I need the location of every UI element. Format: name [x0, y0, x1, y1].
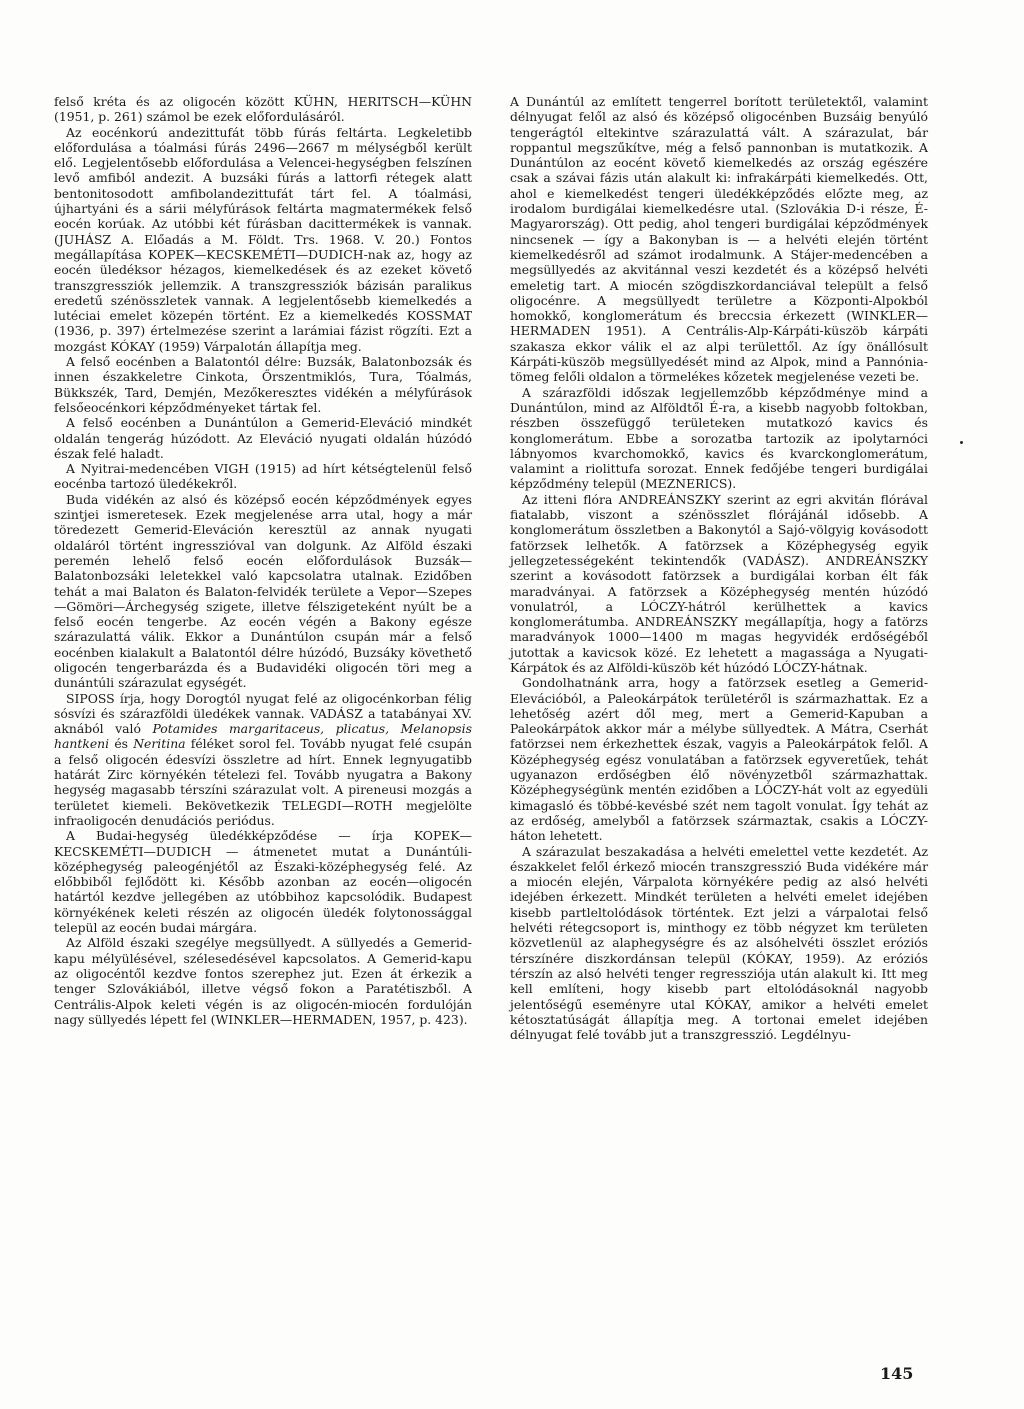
paragraph: A Budai-hegység üledékképződése — írja KOPEK—KECSKEMÉTI—DUDICH — átmenetet mutat a Dunántúli-középhegység paleogénjétől az Északi-középhegység felé. Az előbbiből fejlődött ki. Később azonban az eocén—oligocén határtól kezdve jellegében az utóbbihoz kapcsolódik. Budapest környékének keleti részén az oligocén üledék folytonossággal települ az eocén budai márgára.: [54, 828, 472, 936]
paragraph: SIPOSS írja, hogy Dorogtól nyugat felé az oligocénkorban félig sósvízi és szárazföldi üledékek vannak. VADÁSZ a tatabányai XV. aknából való Potamides margaritaceus, plicatus, Melanopsis hantkeni és Neritina féléket sorol fel. Tovább nyugat felé csupán a felső oligocén édesvízi összletre ad hírt. Ennek legnyugatibb határát Zirc környékén tételezi fel. Tovább nyugatra a Bakony hegység magasabb térszíni szárazulat volt. A pireneusi mozgás a területet kiemeli. Bekövetkezik TELEGDI—ROTH megjelölte infraoligocén denudációs periódus.: [54, 690, 472, 828]
paragraph: Az itteni flóra ANDREÁNSZKY szerint az egri akvitán flórával fiatalabb, viszont a szénösszlet flórájánál idősebb. A konglomerátum összletben a Bakonytól a Sajó-völgyig kovásodott fatörzsek lelhetők. A fatörzsek a Középhegység egyik jellegzetességeként tekintendők (VADÁSZ). ANDREÁNSZKY szerint a kovásodott fatörzsek a burdigálai korban élt fák maradványai. A fatörzsek a Középhegység mentén húzódó vonulatról, a LÓCZY-hátról kerülhettek a kavics konglomerátumba. ANDREÁNSZKY megállapítja, hogy a fatörzs maradványok 1000—1400 m magas hegyvidék erdőségéből jutottak a kavicsok közé. Ez lehetett a magassága a Nyugati-Kárpátok és az Alföldi-küszöb két húzódó LÓCZY-hátnak.: [510, 491, 928, 675]
paragraph: Gondolhatnánk arra, hogy a fatörzsek esetleg a Gemerid-Elevációból, a Paleokárpátok területéről is származhattak. Ez a lehetőség azért dől meg, mert a Gemerid-Kapuban a Paleokárpátok akkor már a mélybe süllyedtek. A Mátra, Cserhát fatörzsei nem érkezhettek észak, vagyis a Paleokárpátok felől. A Középhegység egész vonulatában a fatörzsek egyveretűek, tehát ugyanazon erdőségben élő növényzetből származhattak. Középhegységünk mentén ezidőben a LÓCZY-hát volt az egyedüli kimagasló és többé-kevésbé szét nem tagolt vonulat. Így tehát az az erdőség, amelyből a fatörzsek származtak, csakis a LÓCZY-háton lehetett.: [510, 675, 928, 844]
paragraph: A szárazföldi időszak legjellemzőbb képződménye mind a Dunántúlon, mind az Alföldtől É-ra, a kisebb nagyobb foltokban, részben összefüggő területeken mutatkozó kavics és konglomerátum. Ebbe a sorozatba tartozik az ipolytarnóci lábnyomos kvarchomokkő, kavics és kvarckonglomerátum, valamint a riolittufa sorozat. Ennek fedőjébe tengeri burdigálai képződmény települ (MEZNERICS).: [510, 384, 928, 492]
paragraph: A Dunántúl az említett tengerrel borított területektől, valamint délnyugat felől az alsó és középső oligocénben Buzsáig benyúló tengerágtól eltekintve szárazulattá vált. A szárazulat, bár roppantul megszűkítve, még a felső pannonban is mutatkozik. A Dunántúlon az eocént követő kiemelkedés az ország egészére csak a szávai fázis után alakult ki: infrakárpáti kiemelkedés. Ott, ahol e kiemelkedést tengeri üledékképződés előzte meg, az irodalom burdigálai kiemelkedésre utal. (Szlovákia D-i része, É-Magyarország). Ott pedig, ahol tengeri burdigálai képződmények nincsenek — így a Bakonyban is — a helvéti elején történt kiemelkedésről ad számot irodalmunk. A Stájer-medencében a megsüllyedés az akvitánnal veszi kezdetét és a középső helvéti emeletig tart. A miocén szögdiszkordanciával települt a felső oligocénre. A megsüllyedt területre a Központi-Alpokból homokkő, konglomerátum és breccsia érkezett (WINKLER—HERMADEN 1951). A Centrális-Alp-Kárpáti-küszöb kárpáti szakasza ekkor válik el az alpi területtől. Az így önállósult Kárpáti-küszöb megsüllyedését mind az Alpok, mind a Pannónia-tömeg felőli oldalon a törmelékes kőzetek megjelenése vezeti be.: [510, 94, 928, 385]
paragraph: A szárazulat beszakadása a helvéti emelettel vette kezdetét. Az északkelet felől érkező miocén transzgresszió Buda vidékére már a miocén elején, Várpalota környékére pedig az alsó helvéti idejében érkezett. Mindkét területen a helvéti emelet idejében kisebb partleltolódások történtek. Ezt jelzi a várpalotai felső helvéti rétegcsoport is, minthogy ez több négyzet km területen közvetlenül az alaphegységre és az alsóhelvéti összlet eróziós térszínére diszkordánsan települ (KÓKAY, 1959). Az eróziós térszín az alsó helvéti tenger regressziója után alakult ki. Itt meg kell említeni, hogy kisebb part eltolódásoknál nagyobb jelentőségű eseményre utal KÓKAY, amikor a helvéti emelet kétosztatúságát állapítja meg. A tortonai emelet idejében délnyugat felé tovább jut a transzgresszió. Legdélnyu-: [510, 843, 928, 1043]
page-number: 145: [880, 1364, 914, 1383]
paragraph: felső kréta és az oligocén között KÜHN, HERITSCH—KÜHN (1951, p. 261) számol be ezek előfordulásáról.: [54, 94, 472, 125]
left-text-column: [54, 94, 472, 1027]
paragraph: Az eocénkorú andezittufát több fúrás feltárta. Legkeletibb előfordulása a tóalmási fúrás 2496—2667 m mélységből került elő. Legjelentősebb előfordulása a Velencei-hegységben felszínen levő amfiból andezit. A buzsáki fúrás a lattorfi rétegek alatt bentonitosodott amfibolandezittufát tárt fel. A tóalmási, újhartyáni és a sárii mélyfúrások feltárta magmatermékek felső eocén korúak. Az utóbbi két fúrásban dacittermékek is vannak. (JUHÁSZ A. Előadás a M. Földt. Trs. 1968. V. 20.) Fontos megállapítása KOPEK—KECSKEMÉTI—DUDICH-nak az, hogy az eocén üledéksor hézagos, kiemelkedések és az ezeket követő transzgressziók jellemzik. A transzgressziók bázisán paralikus eredetű szénösszletek vannak. A legjelentősebb kiemelkedés a lutéciai emelet közepén történt. Ez a kiemelkedés KOSSMAT (1936, p. 397) értelmezése szerint a larámiai fázist rögzíti. Ezt a mozgást KÓKAY (1959) Várpalotán állapítja meg.: [54, 124, 472, 354]
paragraph: Az Alföld északi szegélye megsüllyedt. A süllyedés a Gemerid-kapu mélyülésével, szélesedésével kapcsolatos. A Gemerid-kapu az oligocéntől kezdve fontos szerephez jut. Ezen át érkezik a tenger Szlovákiából, illetve végső fokon a Paratétiszből. A Centrális-Alpok keleti végén is az oligocén-miocén fordulóján nagy süllyedés lépett fel (WINKLER—HERMADEN, 1957, p. 423).: [54, 935, 472, 1027]
paragraph: A felső eocénben a Balatontól délre: Buzsák, Balatonbozsák és innen északkeletre Cinkota, Őrszentmiklós, Tura, Tóalmás, Bükkszék, Tard, Demjén, Mezőkeresztes vidékén a mélyfúrások felsőeocénkori képződményeket tártak fel.: [54, 354, 472, 415]
paragraph: A felső eocénben a Dunántúlon a Gemerid-Eleváció mindkét oldalán tengerág húzódott. Az Eleváció nyugati oldalán húzódó észak felé haladt.: [54, 415, 472, 461]
right-text-column: [510, 94, 928, 1042]
scan-speck: [960, 441, 963, 444]
paragraph: Buda vidékén az alsó és középső eocén képződmények egyes szintjei ismeretesek. Ezek megjelenése arra utal, hogy a már töredezett Gemerid-Eleváción keresztül az annak nyugati oldaláról történt ingresszióval van dolgunk. Az Alföld északi peremén lehelő felső eocén előfordulások Buzsák—Balatonbozsáki leletekkel való kapcsolatra utalnak. Ezidőben tehát a mai Balaton és Balaton-felvidék területe a Vepor—Szepes—Gömöri—Árchegység szigete, illetve félszigeteként nyúlt be a felső eocén tengerbe. Az eocén végén a Bakony egésze szárazulattá válik. Ekkor a Dunántúlon csupán már a felső eocénben kialakult a Balatontól délre húzódó, Buzsáky követhető oligocén tengerbarázda és a Budavidéki oligocén töri meg a dunántúli szárazulat egységét.: [54, 491, 472, 691]
paragraph: A Nyitrai-medencében VIGH (1915) ad hírt kétségtelenül felső eocénba tartozó üledékekről.: [54, 461, 472, 492]
